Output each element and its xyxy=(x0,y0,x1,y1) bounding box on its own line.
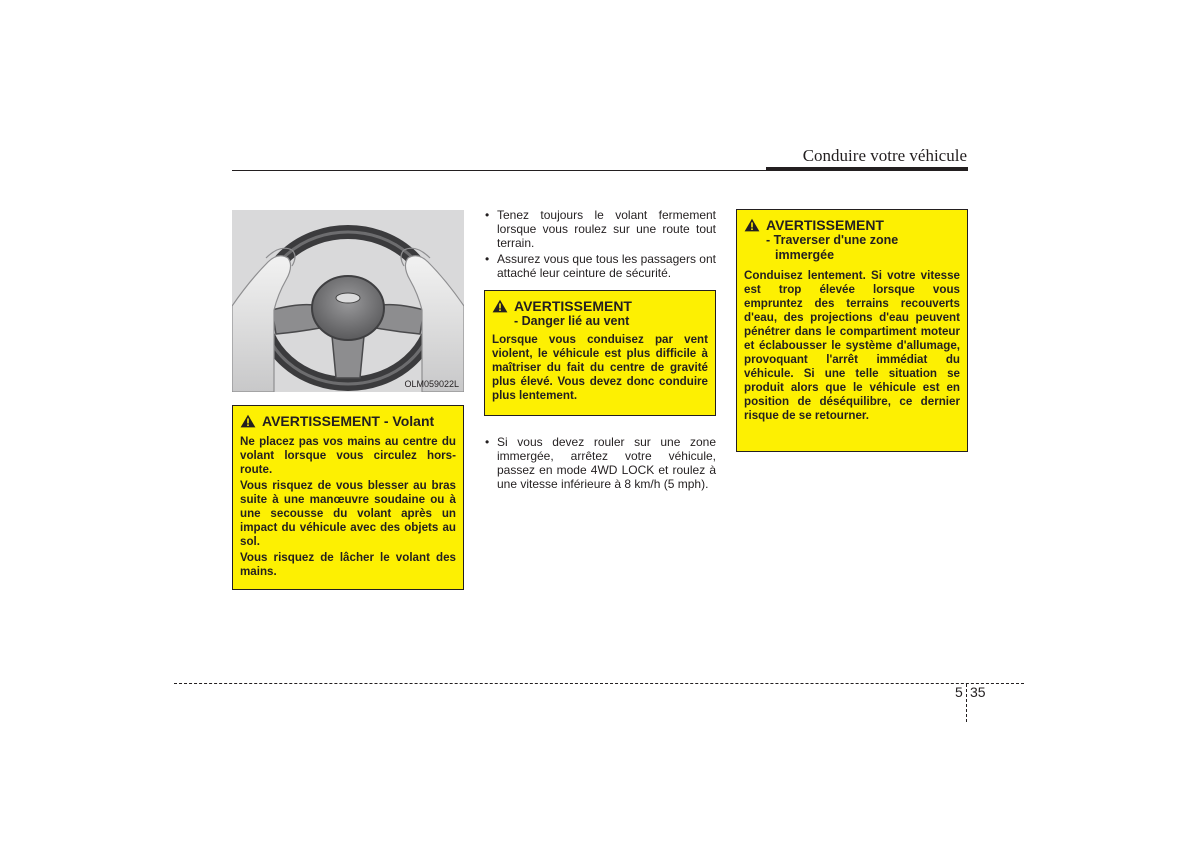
warning-heading xyxy=(492,298,708,314)
warning-heading xyxy=(744,217,960,233)
warning-body xyxy=(744,269,960,423)
warning-body xyxy=(492,333,708,403)
warning-paragraph: Ne placez pas vos mains au centre du volant lorsque vous circulez hors-route. xyxy=(240,435,456,476)
header-rule-thick xyxy=(766,167,968,171)
bullet-list-bottom xyxy=(484,435,716,493)
warning-body xyxy=(240,435,456,579)
warning-title: AVERTISSEMENT xyxy=(514,298,632,314)
page-separator xyxy=(966,684,967,722)
header-rule xyxy=(232,170,766,171)
warning-subtitle: - Danger lié au vent xyxy=(514,314,630,328)
warning-title: AVERTISSEMENT xyxy=(766,217,884,233)
warning-triangle-icon xyxy=(240,414,256,428)
warning-subtitle-continued: immergée xyxy=(775,248,835,262)
bullet-list-top xyxy=(484,208,716,282)
page-number: 35 xyxy=(970,684,986,700)
steering-wheel-illustration xyxy=(232,210,464,392)
warning-box-vent xyxy=(484,290,716,416)
bullet-item: • Si vous devez rouler sur une zone immergée, arrêtez votre véhicule, passez en mode 4WD LOCK et roulez à une vitesse inférieure à 8 km/h (5 mph). xyxy=(484,435,716,491)
warning-triangle-icon xyxy=(744,218,760,232)
steering-wheel-figure xyxy=(232,210,464,392)
footer-dashed-rule xyxy=(174,683,1024,684)
warning-heading xyxy=(240,413,456,429)
warning-title: AVERTISSEMENT - Volant xyxy=(262,413,435,429)
header-section-title: Conduire votre véhicule xyxy=(802,146,967,165)
bullet-item: • Tenez toujours le volant fermement lorsque vous roulez sur une route tout terrain. xyxy=(484,208,716,250)
warning-box-zone-immergee xyxy=(736,209,968,452)
warning-box-volant xyxy=(232,405,464,590)
chapter-number: 5 xyxy=(955,684,963,700)
warning-paragraph: Lorsque vous conduisez par vent violent, le véhicule est plus difficile à maîtriser du fait du centre de gravité plus élevé. Vous devez donc conduire plus lentement. xyxy=(492,333,708,402)
warning-subtitle: - Traverser d'une zone xyxy=(766,233,899,247)
warning-paragraph: Conduisez lentement. Si votre vitesse est trop élevée lorsque vous empruntez des terrains recouverts d'eau, des projections d'eau peuvent pénétrer dans le compartiment moteur et éclabousser le système d'allumage, provoquant l'arrêt immédiat du véhicule. Si une telle situation se produit alors que le véhicule est en position de déséquilibre, ce dernier risque de se retourner. xyxy=(744,269,960,422)
warning-paragraph: Vous risquez de lâcher le volant des mains. xyxy=(240,551,456,578)
bullet-item: • Assurez vous que tous les passagers ont attaché leur ceinture de sécurité. xyxy=(484,252,716,280)
figure-code: OLM059022L xyxy=(404,379,459,389)
warning-paragraph: Vous risquez de vous blesser au bras suite à une manœuvre soudaine ou à une secousse du volant après un impact du véhicule avec des objets au sol. xyxy=(240,479,456,548)
warning-triangle-icon xyxy=(492,299,508,313)
